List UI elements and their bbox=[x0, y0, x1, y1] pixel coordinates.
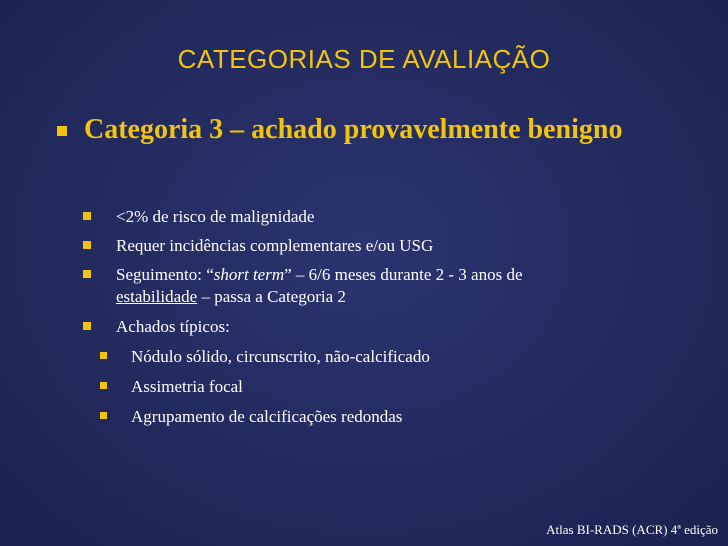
list-item-complementary: Requer incidências complementares e/ou USG bbox=[116, 236, 434, 255]
finding-item: Nódulo sólido, circunscrito, não-calcificado bbox=[131, 347, 430, 366]
category-heading: Categoria 3 – achado provavelmente benigno bbox=[84, 114, 623, 145]
square-bullet-icon bbox=[100, 382, 107, 389]
square-bullet-icon bbox=[83, 322, 91, 330]
slide-title: CATEGORIAS DE AVALIAÇÃO bbox=[177, 44, 551, 74]
follow-up-underlined: estabilidade bbox=[116, 287, 198, 306]
source-citation: Atlas BI-RADS (ACR) 4ª edição bbox=[546, 522, 718, 537]
square-bullet-icon bbox=[100, 352, 107, 359]
square-bullet-icon bbox=[83, 241, 91, 249]
square-bullet-icon bbox=[100, 412, 107, 419]
follow-up-prefix: Seguimento: “ bbox=[116, 265, 214, 284]
square-bullet-icon bbox=[83, 212, 91, 220]
follow-up-emphasis: short term bbox=[213, 265, 285, 284]
finding-item: Assimetria focal bbox=[131, 377, 243, 396]
square-bullet-icon bbox=[83, 270, 91, 278]
follow-up-middle: ” – 6/6 meses durante 2 - 3 anos de bbox=[284, 265, 523, 284]
list-item-follow-up bbox=[116, 264, 676, 308]
list-item-risk: <2% de risco de malignidade bbox=[116, 207, 315, 226]
square-bullet-icon bbox=[57, 126, 67, 136]
list-item-findings: Achados típicos: bbox=[116, 317, 230, 336]
finding-item: Agrupamento de calcificações redondas bbox=[131, 407, 403, 426]
follow-up-suffix: – passa a Categoria 2 bbox=[197, 287, 346, 306]
